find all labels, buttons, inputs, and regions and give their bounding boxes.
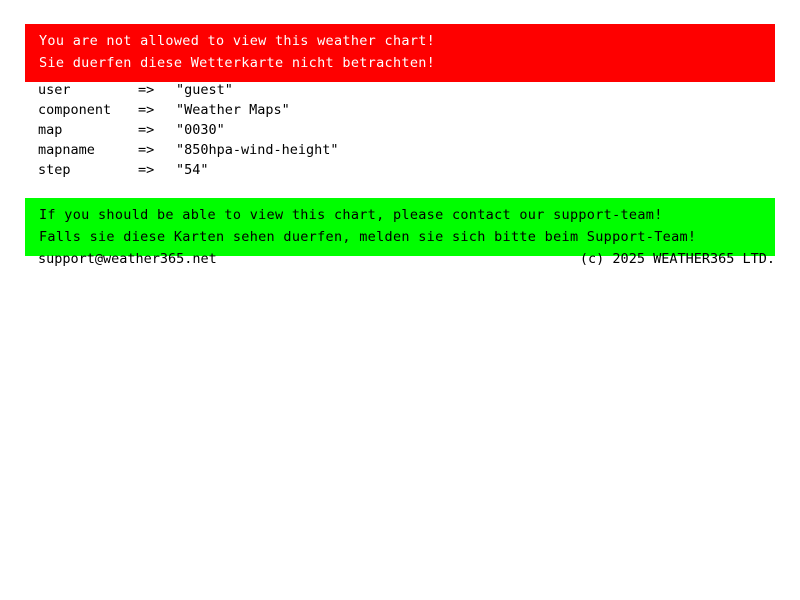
param-arrow: => xyxy=(138,122,155,138)
param-key: step xyxy=(38,162,71,178)
error-banner-line-en: You are not allowed to view this weather chart! xyxy=(39,33,436,49)
parameter-table xyxy=(38,80,339,180)
error-banner xyxy=(25,24,775,82)
table-row xyxy=(38,140,339,160)
param-key: user xyxy=(38,82,71,98)
table-row xyxy=(38,120,339,140)
table-row xyxy=(38,160,339,180)
table-row xyxy=(38,80,339,100)
support-email-link[interactable]: support@weather365.net xyxy=(38,251,217,267)
footer xyxy=(38,250,775,268)
support-banner-line-de: Falls sie diese Karten sehen duerfen, melden sie sich bitte beim Support-Team! xyxy=(39,229,697,245)
param-key: component xyxy=(38,102,112,118)
support-banner-line-en: If you should be able to view this chart, please contact our support-team! xyxy=(39,207,663,223)
support-banner xyxy=(25,198,775,256)
param-arrow: => xyxy=(138,162,155,178)
table-row xyxy=(38,100,339,120)
param-value: "Weather Maps" xyxy=(176,102,290,118)
error-banner-line-de: Sie duerfen diese Wetterkarte nicht betrachten! xyxy=(39,55,436,71)
param-arrow: => xyxy=(138,142,155,158)
copyright-text: (c) 2025 WEATHER365 LTD. xyxy=(579,251,775,267)
param-key: mapname xyxy=(38,142,95,158)
param-arrow: => xyxy=(138,102,155,118)
param-arrow: => xyxy=(138,82,155,98)
param-value: "0030" xyxy=(176,122,225,138)
param-value: "54" xyxy=(176,162,209,178)
param-value: "850hpa-wind-height" xyxy=(176,142,339,158)
param-key: map xyxy=(38,122,63,138)
param-value: "guest" xyxy=(176,82,233,98)
